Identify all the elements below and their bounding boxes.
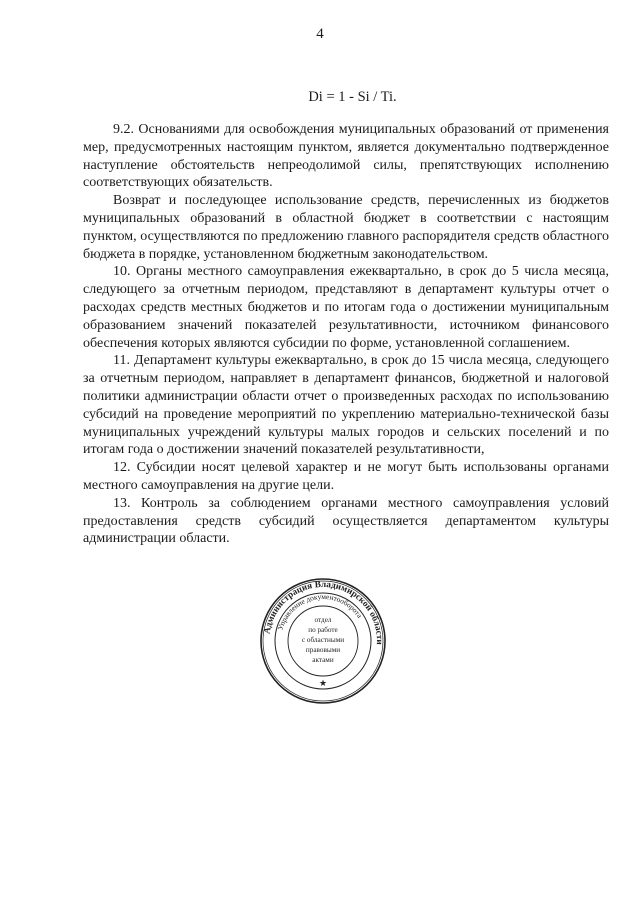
official-stamp — [259, 577, 387, 705]
stamp-star-icon: ★ — [318, 678, 328, 688]
paragraph-12: 12. Субсидии носят целевой характер и не могут быть использованы органами местного самоуправления на другие цели. — [83, 460, 609, 493]
paragraph-10: 10. Органы местного самоуправления ежеквартально, в срок до 5 числа месяца, следующего за отчетным периодом, представляют в департамент культуры отчет о расходах средств местных бюджетов и по итогам года о достижении муниципальным образованием значений показателей результативности, источником финансового обеспечения которых являются субсидии по форме, установленной соглашением. — [83, 264, 609, 351]
paragraph-11: 11. Департамент культуры ежеквартально, в срок до 15 числа месяца, следующего за отчетным периодом, направляет в департамент финансов, бюджетной и налоговой политики администрации области отчет о произведенных расходах по использованию субсидий на проведение мероприятий по укреплению материально-технической базы муниципальных учреждений культуры малых городов и сельских поселений и по итогам года о достижении значений показателей результативности, — [83, 353, 609, 458]
body-text — [83, 121, 609, 548]
stamp-icon — [259, 577, 387, 705]
stamp-center-line-3: с областными — [301, 636, 345, 644]
page-number: 4 — [316, 26, 324, 42]
stamp-center-line-5: актами — [312, 656, 334, 664]
stamp-center-line-1: отдел — [314, 616, 332, 624]
stamp-center-line-4: правовыми — [305, 646, 341, 654]
paragraph-13: 13. Контроль за соблюдением органами местного самоуправления условий предоставления средств субсидий осуществляется департаментом культуры администрации области. — [83, 495, 609, 547]
paragraph-9-2: 9.2. Основаниями для освобождения муниципальных образований от применения мер, предусмотренных настоящим пунктом, является документально подтвержденное наступление обстоятельств непреодолимой силы, препятствующих исполнению соответствующих обязательств. — [83, 122, 609, 191]
stamp-center-line-2: по работе — [308, 626, 338, 634]
formula: Di = 1 - Si / Ti. — [308, 89, 397, 105]
stamp-inner-ring: Управление документооборота — [275, 591, 365, 632]
stamp-outer-ring: Администрация Владимирской области — [261, 578, 386, 645]
paragraph-refund: Возврат и последующее использование средств, перечисленных из бюджетов муниципальных образований в областной бюджет в соответствии с настоящим пунктом, осуществляются по предложению главного распорядителя средств областного бюджета в порядке, установленном бюджетным законодательством. — [83, 193, 609, 262]
